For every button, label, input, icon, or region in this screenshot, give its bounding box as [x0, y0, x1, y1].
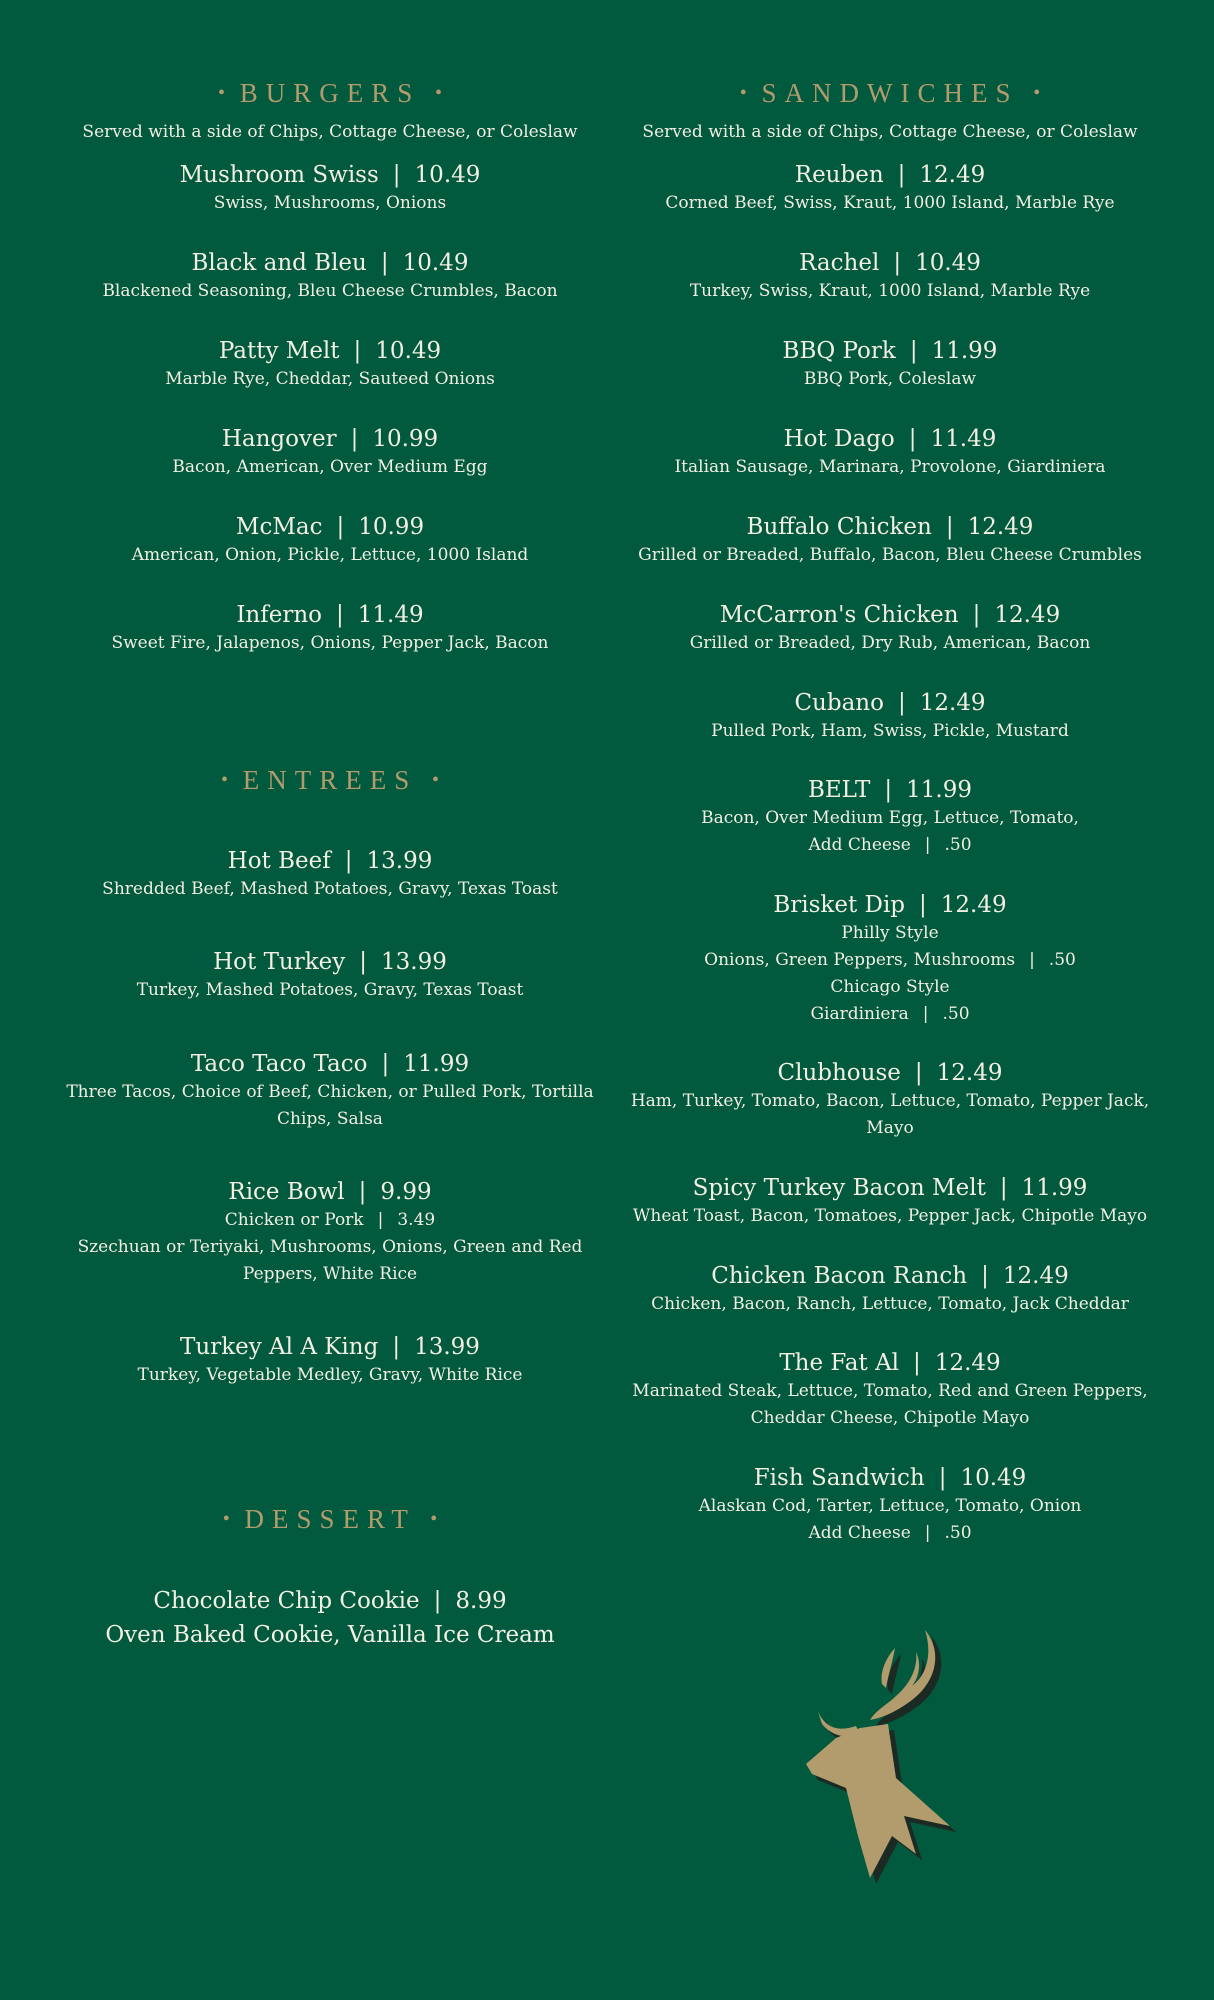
burgers-heading: • BURGERS • [217, 78, 443, 108]
menu-item: Rice Bowl | 9.99 Chicken or Pork | 3.49 Szechuan or Teriyaki, Mushrooms, Onions, Green and Red Peppers, White Rice [77, 1179, 583, 1284]
menu-item: Hot Beef | 13.99 Shredded Beef, Mashed Potatoes, Gravy, Texas Toast [102, 848, 558, 899]
menu-item: Clubhouse | 12.49 Ham, Turkey, Tomato, Bacon, Lettuce, Tomato, Pepper Jack, Mayo [630, 1060, 1150, 1138]
menu-item: Turkey Al A King | 13.99 Turkey, Vegetable Medley, Gravy, White Rice [137, 1334, 523, 1385]
entrees-heading: • ENTREES • [220, 765, 440, 795]
menu-item: Chocolate Chip Cookie | 8.99 Oven Baked Cookie, Vanilla Ice Cream [105, 1588, 555, 1648]
menu-item: Chicken Bacon Ranch | 12.49 Chicken, Bacon, Ranch, Lettuce, Tomato, Jack Cheddar [651, 1263, 1129, 1314]
menu-item: McCarron's Chicken | 12.49 Grilled or Breaded, Dry Rub, American, Bacon [689, 602, 1091, 653]
menu-item: Inferno | 11.49 Sweet Fire, Jalapenos, Onions, Pepper Jack, Bacon [111, 602, 549, 653]
menu-item: Reuben | 12.49 Corned Beef, Swiss, Kraut, 1000 Island, Marble Rye [665, 162, 1115, 213]
deer-head-icon [800, 1628, 990, 1883]
menu-item: Hangover | 10.99 Bacon, American, Over Medium Egg [172, 426, 488, 477]
menu-item: Rachel | 10.49 Turkey, Swiss, Kraut, 1000 Island, Marble Rye [689, 250, 1091, 301]
menu-item: Buffalo Chicken | 12.49 Grilled or Breaded, Buffalo, Bacon, Bleu Cheese Crumbles [638, 514, 1142, 565]
menu-item: Taco Taco Taco | 11.99 Three Tacos, Choice of Beef, Chicken, or Pulled Pork, Tortilla Chips, Salsa [66, 1051, 594, 1129]
menu-item: Hot Dago | 11.49 Italian Sausage, Marinara, Provolone, Giardiniera [674, 426, 1106, 477]
menu-item: Brisket Dip | 12.49 Philly Style Onions, Green Peppers, Mushrooms | .50 Chicago Style Giardiniera | .50 [704, 892, 1076, 1024]
menu-item: Patty Melt | 10.49 Marble Rye, Cheddar, Sauteed Onions [165, 338, 495, 389]
menu-item: Fish Sandwich | 10.49 Alaskan Cod, Tarter, Lettuce, Tomato, Onion Add Cheese | .50 [698, 1465, 1082, 1543]
menu-item: BELT | 11.99 Bacon, Over Medium Egg, Lettuce, Tomato, Add Cheese | .50 [701, 777, 1079, 855]
menu-item: McMac | 10.99 American, Onion, Pickle, Lettuce, 1000 Island [131, 514, 529, 565]
burgers-subtitle: Served with a side of Chips, Cottage Cheese, or Coleslaw [82, 122, 578, 142]
menu-item: Cubano | 12.49 Pulled Pork, Ham, Swiss, Pickle, Mustard [711, 690, 1069, 741]
menu-item: BBQ Pork | 11.99 BBQ Pork, Coleslaw [782, 338, 998, 389]
sandwiches-subtitle: Served with a side of Chips, Cottage Cheese, or Coleslaw [642, 122, 1138, 142]
sandwiches-heading: • SANDWICHES • [739, 78, 1041, 108]
menu-item: Spicy Turkey Bacon Melt | 11.99 Wheat Toast, Bacon, Tomatoes, Pepper Jack, Chipotle Mayo [632, 1175, 1148, 1226]
menu-item: Black and Bleu | 10.49 Blackened Seasoning, Bleu Cheese Crumbles, Bacon [102, 250, 558, 301]
menu-item: Hot Turkey | 13.99 Turkey, Mashed Potatoes, Gravy, Texas Toast [136, 949, 524, 1000]
menu-item: Mushroom Swiss | 10.49 Swiss, Mushrooms, Onions [179, 162, 481, 213]
menu-item: The Fat Al | 12.49 Marinated Steak, Lettuce, Tomato, Red and Green Peppers, Cheddar Cheese, Chipotle Mayo [632, 1350, 1148, 1428]
dessert-heading: • DESSERT • [222, 1504, 438, 1534]
